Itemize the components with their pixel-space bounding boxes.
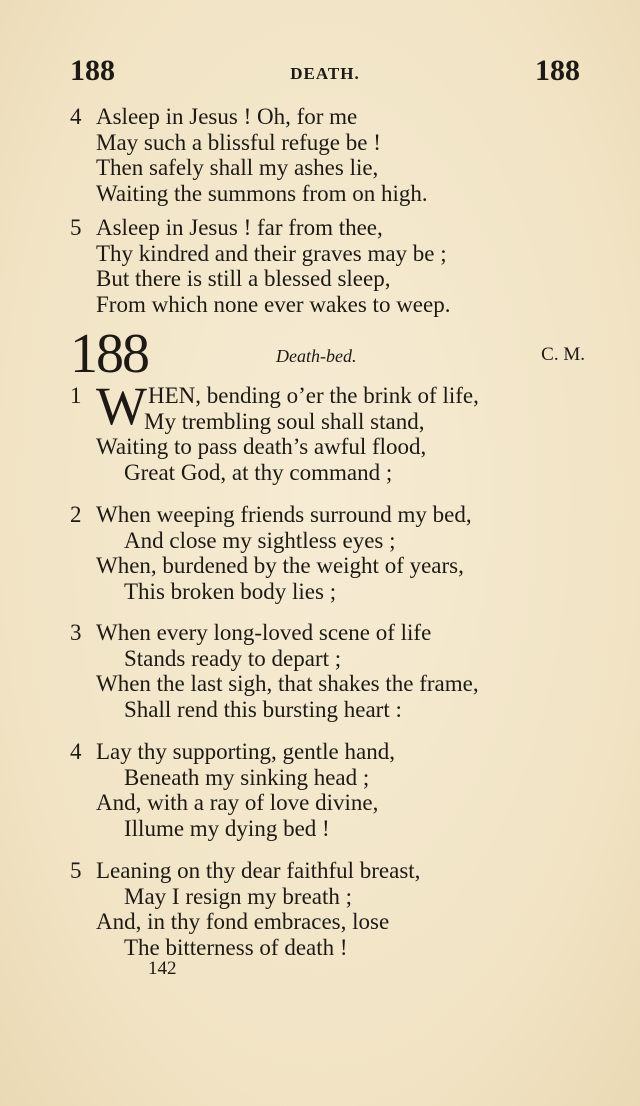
prev-hymn-stanza-4 — [70, 104, 590, 206]
verse-line: This broken body lies ; — [124, 578, 337, 604]
verse-line: And, with a ray of love divine, — [96, 790, 379, 815]
page-number-left: 188 — [70, 54, 115, 87]
verse-line: When the last sigh, that shakes the frame, — [96, 671, 479, 696]
running-title: DEATH. — [290, 64, 360, 83]
stanza-number: 1 — [70, 383, 82, 408]
verse-line: Asleep in Jesus ! far from thee, — [96, 215, 383, 240]
verse-line: Lay thy supporting, gentle hand, — [96, 739, 395, 764]
verse-line: May I resign my breath ; — [124, 883, 353, 909]
hymn-stanza-4 — [70, 739, 590, 841]
verse-line: Stands ready to depart ; — [124, 645, 342, 671]
hymn-heading — [70, 323, 585, 386]
verse-line: Waiting the summons from on high. — [96, 180, 428, 206]
folio-number: 142 — [148, 958, 177, 979]
prev-hymn-stanza-5 — [70, 215, 590, 317]
hymn-stanza-2 — [70, 502, 590, 604]
verse-line: The bitterness of death ! — [124, 934, 348, 960]
verse-line: Great God, at thy command ; — [124, 459, 393, 485]
stanza-number: 4 — [70, 104, 82, 129]
verse-line: Illume my dying bed ! — [124, 815, 330, 841]
verse-line: When every long-loved scene of life — [96, 620, 432, 645]
verse-line: When, burdened by the weight of years, — [96, 553, 464, 578]
stanza-number: 2 — [70, 502, 82, 527]
verse-line: Beneath my sinking head ; — [124, 764, 370, 790]
drop-cap: W — [96, 376, 147, 436]
hymn-stanza-3 — [70, 620, 590, 722]
hymn-title: Death-bed. — [276, 346, 357, 366]
verse-line: My trembling soul shall stand, — [144, 408, 425, 434]
verse-line: Shall rend this bursting heart : — [124, 696, 402, 722]
verse-line: But there is still a blessed sleep, — [96, 266, 391, 291]
hymn-stanza-5 — [70, 858, 590, 960]
stanza-number: 5 — [70, 858, 82, 883]
verse-line: Waiting to pass death’s awful flood, — [96, 434, 427, 459]
verse-line: When weeping friends surround my bed, — [96, 502, 472, 527]
verse-line: Thy kindred and their graves may be ; — [96, 240, 447, 266]
stanza-number: 5 — [70, 215, 82, 240]
hymn-meter: C. M. — [541, 344, 585, 365]
verse-line: And close my sightless eyes ; — [124, 527, 396, 553]
hymn-number: 188 — [70, 323, 148, 385]
verse-line: Then safely shall my ashes lie, — [96, 155, 379, 180]
stanza-number: 3 — [70, 620, 82, 645]
verse-line: May such a blissful refuge be ! — [96, 129, 381, 155]
stanza-number: 4 — [70, 739, 82, 764]
verse-line: HEN, bending o’er the brink of life, — [148, 383, 479, 408]
page-number-right: 188 — [535, 54, 580, 87]
verse-line: Asleep in Jesus ! Oh, for me — [96, 104, 358, 129]
running-header — [70, 54, 580, 94]
verse-line: Leaning on thy dear faithful breast, — [96, 858, 421, 883]
verse-line: And, in thy fond embraces, lose — [96, 909, 390, 934]
verse-line: From which none ever wakes to weep. — [96, 291, 451, 317]
hymn-stanza-1 — [70, 376, 590, 485]
